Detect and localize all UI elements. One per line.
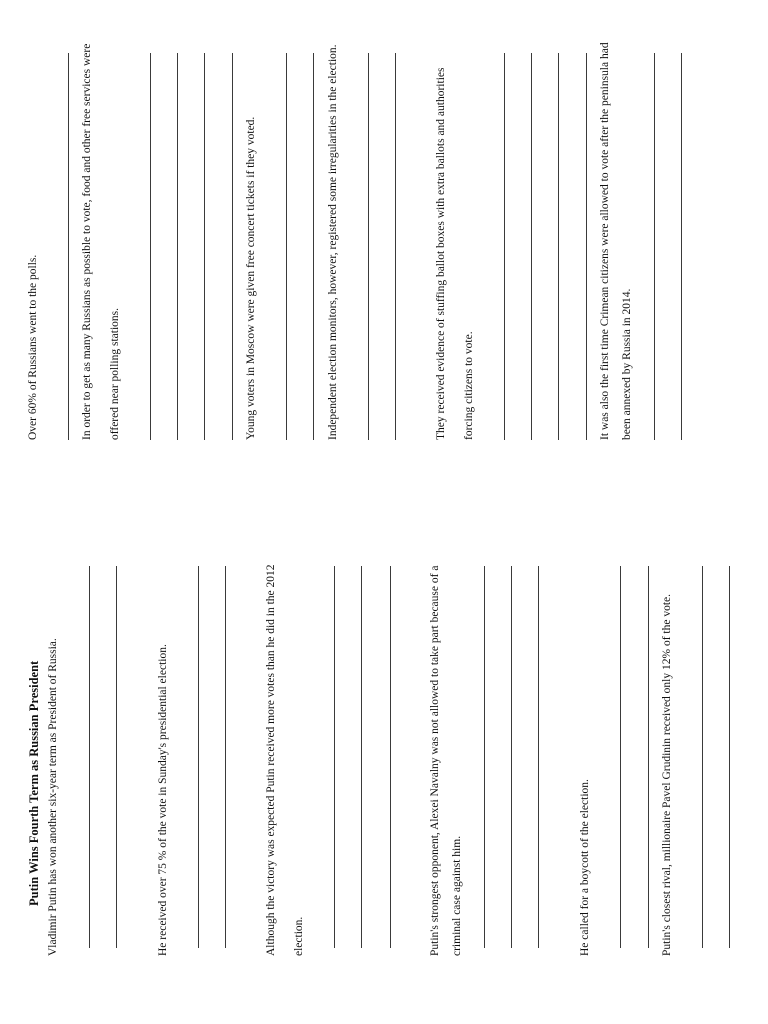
worksheet-title: Putin Wins Fourth Term as Russian President — [27, 660, 41, 906]
answer-line — [648, 566, 649, 948]
sentence-right-5-line2: forcing citizens to vote. — [463, 331, 475, 440]
answer-line — [620, 566, 621, 948]
sentence-left-5: Putin's closest rival, millionaire Pavel Grudinin received only 12% of the vote. — [661, 593, 673, 956]
answer-line — [558, 53, 559, 440]
answer-line — [395, 53, 396, 440]
answer-line — [531, 53, 532, 440]
answer-line — [313, 53, 314, 440]
sentence-right-2-line2: offered near polling stations. — [109, 307, 121, 440]
answer-line — [225, 566, 226, 948]
answer-line — [68, 53, 69, 440]
answer-line — [654, 53, 655, 440]
sentence-right-4: Independent election monitors, however, registered some irregularities in the election. — [327, 44, 339, 440]
sentence-right-6-line1: It was also the first time Crimean citizens were allowed to vote after the peninsula had — [599, 42, 611, 440]
answer-line — [286, 53, 287, 440]
answer-line — [150, 53, 151, 440]
sentence-right-1: Over 60% of Russians went to the polls. — [27, 254, 39, 440]
answer-line — [89, 566, 90, 948]
answer-line — [504, 53, 505, 440]
answer-line — [511, 566, 512, 948]
answer-line — [177, 53, 178, 440]
answer-line — [361, 566, 362, 948]
sentence-right-5-line1: They received evidence of stuffing ballot boxes with extra ballots and authorities — [435, 67, 447, 440]
sentence-left-3-line1: Putin's strongest opponent, Alexei Navalny was not allowed to take part because of a — [429, 565, 441, 956]
sentence-left-2-line1: Although the victory was expected Putin received more votes than he did in the 2012 — [265, 564, 277, 956]
answer-line — [334, 566, 335, 948]
answer-line — [484, 566, 485, 948]
sentence-left-2-line2: election. — [293, 916, 305, 956]
sentence-left-3-line2: criminal case against him. — [451, 835, 463, 956]
answer-line — [198, 566, 199, 948]
sentence-left-4: He called for a boycott of the election. — [579, 779, 591, 956]
answer-line — [204, 53, 205, 440]
answer-line — [586, 53, 587, 440]
intro-sentence: Vladimir Putin has won another six-year term as President of Russia. — [47, 638, 59, 956]
sentence-right-2-line1: In order to get as many Russians as possible to vote, food and other free services were — [81, 43, 93, 440]
sentence-right-6-line2: been annexed by Russia in 2014. — [621, 288, 633, 440]
sentence-right-3: Young voters in Moscow were given free concert tickets if they voted. — [245, 116, 257, 440]
answer-line — [681, 53, 682, 440]
sentence-left-1: He received over 75 % of the vote in Sunday's presidential election. — [157, 644, 169, 956]
answer-line — [729, 566, 730, 948]
answer-line — [368, 53, 369, 440]
answer-line — [116, 566, 117, 948]
answer-line — [390, 566, 391, 948]
answer-line — [538, 566, 539, 948]
answer-line — [232, 53, 233, 440]
answer-line — [702, 566, 703, 948]
